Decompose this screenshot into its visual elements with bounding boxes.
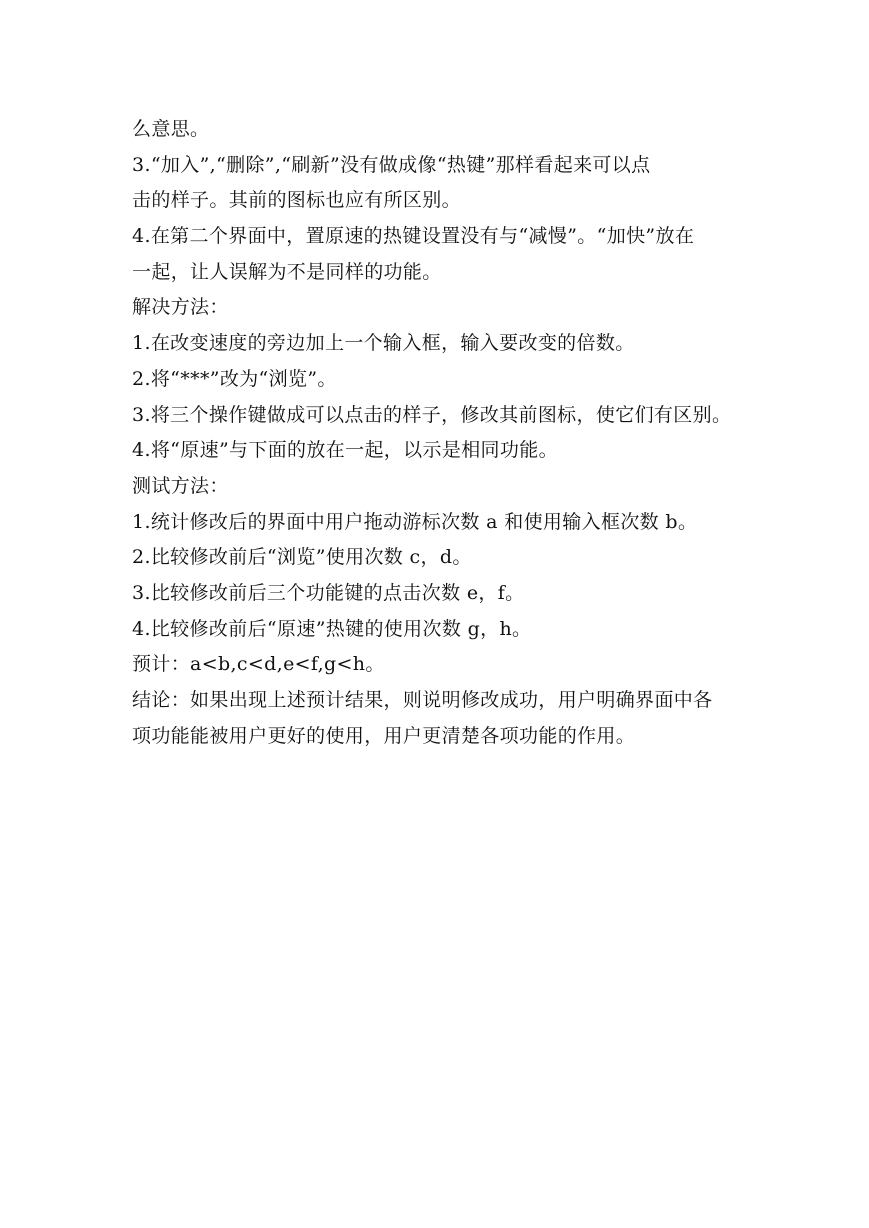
expectation-line: 预计：a<b,c<d,e<f,g<h。 xyxy=(132,653,385,676)
solution-item-4: 4.将“原速”与下面的放在一起，以示是相同功能。 xyxy=(132,439,558,462)
test-item-4: 4.比较修改前后“原速”热键的使用次数 g，h。 xyxy=(132,617,532,640)
solution-item-1: 1.在改变速度的旁边加上一个输入框，输入要改变的倍数。 xyxy=(132,332,635,355)
document-body xyxy=(132,112,752,754)
text-line-continuation: 么意思。 xyxy=(132,118,210,140)
issue-3-line-2: 击的样子。其前的图标也应有所区别。 xyxy=(132,189,461,212)
solution-item-3: 3.将三个操作键做成可以点击的样子，修改其前图标，使它们有区别。 xyxy=(132,403,732,426)
solution-heading: 解决方法： xyxy=(132,296,229,319)
test-item-1: 1.统计修改后的界面中用户拖动游标次数 a 和使用输入框次数 b。 xyxy=(132,510,698,533)
test-method-heading: 测试方法： xyxy=(132,474,229,497)
conclusion-line-1: 结论：如果出现上述预计结果，则说明修改成功，用户明确界面中各 xyxy=(132,689,713,711)
issue-4-line-1: 4.在第二个界面中，置原速的热键设置没有与“减慢”。“加快”放在 xyxy=(132,225,695,248)
issue-4-line-2: 一起，让人误解为不是同样的功能。 xyxy=(132,260,442,283)
test-item-2: 2.比较修改前后“浏览”使用次数 c，d。 xyxy=(132,546,472,569)
issue-3-line-1: 3.“加入”,“删除”,“刷新”没有做成像“热键”那样看起来可以点 xyxy=(132,153,651,176)
test-item-3: 3.比较修改前后三个功能键的点击次数 e，f。 xyxy=(132,581,525,604)
conclusion-line-2: 项功能能被用户更好的使用，用户更清楚各项功能的作用。 xyxy=(132,724,636,747)
solution-item-2: 2.将“***”改为“浏览”。 xyxy=(132,367,337,390)
